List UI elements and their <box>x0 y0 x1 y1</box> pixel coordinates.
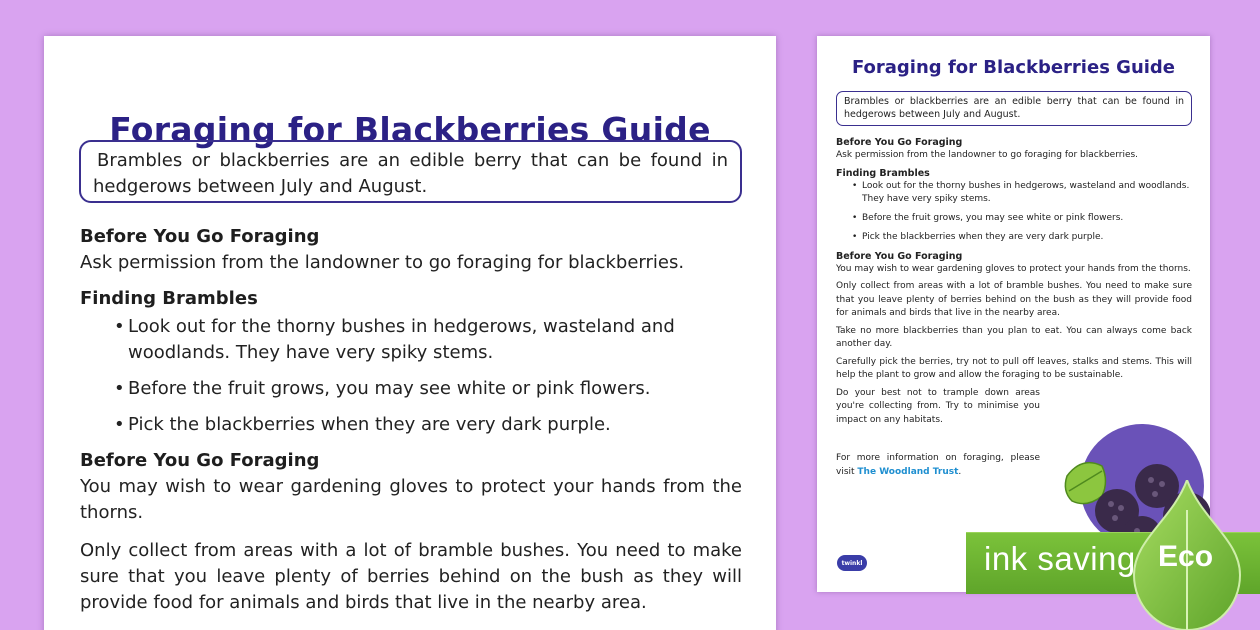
thumbnail-paragraph-collect: Only collect from areas with a lot of bramble bushes. You need to make sure that you leave plenty of berries behind on the bush as they will provide food for animals and birds that live in the nearby area. <box>836 281 1192 318</box>
bullet-icon: • <box>114 316 125 337</box>
list-item <box>836 212 1192 225</box>
thumbnail-bullet-list <box>836 180 1192 244</box>
thumbnail-heading-before-foraging-2: Before You Go Foraging <box>836 250 963 262</box>
list-item-text: Pick the blackberries when they are very dark purple. <box>128 414 611 435</box>
eco-label: Eco <box>1158 540 1214 573</box>
list-item-text: Look out for the thorny bushes in hedgerows, wasteland and woodlands. They have very spiky stems. <box>862 180 1190 204</box>
thumbnail-heading-before-foraging: Before You Go Foraging <box>836 137 963 148</box>
section-text-permission: Ask permission from the landowner to go foraging for blackberries. <box>80 252 685 273</box>
link-suffix: . <box>958 466 962 477</box>
bullet-icon: • <box>852 231 858 242</box>
list-item <box>80 314 742 366</box>
thumbnail-text-permission: Ask permission from the landowner to go foraging for blackberries. <box>836 150 1139 160</box>
twinkl-logo: twinkl <box>837 555 867 571</box>
thumbnail-body <box>836 136 1192 479</box>
section-heading-before-foraging: Before You Go Foraging <box>80 226 320 247</box>
intro-box: Brambles or blackberries are an edible berry that can be found in hedgerows between July and August. <box>79 140 742 203</box>
section-heading-before-foraging-2: Before You Go Foraging <box>80 450 320 471</box>
thumbnail-heading-finding-brambles: Finding Brambles <box>836 167 930 179</box>
ink-saving-label: ink saving <box>984 540 1136 577</box>
woodland-trust-link[interactable]: The Woodland Trust <box>857 466 959 477</box>
thumbnail-paragraph-take-no-more: Take no more blackberries than you plan to eat. You can always come back another day. <box>836 325 1192 349</box>
thumbnail-title: Foraging for Blackberries Guide <box>851 57 1176 78</box>
thumbnail-paragraph-gloves: You may wish to wear gardening gloves to protect your hands from the thorns. <box>836 263 1191 274</box>
more-info-text: For more information on foraging, please visit <box>836 453 1040 477</box>
page-title: Foraging for Blackberries Guide <box>109 110 711 149</box>
bullet-icon: • <box>852 212 858 223</box>
list-item-text: Before the fruit grows, you may see white or pink flowers. <box>128 378 651 399</box>
bullet-icon: • <box>114 378 125 399</box>
list-item-text: Pick the blackberries when they are very dark purple. <box>862 231 1104 242</box>
bullet-icon: • <box>114 414 125 435</box>
bullet-icon: • <box>852 180 858 191</box>
thumbnail-paragraph-carefully-pick: Carefully pick the berries, try not to pull off leaves, stalks and stems. This will help the plant to grow and allow the foraging to be sustainable. <box>836 356 1192 380</box>
paragraph-gloves: You may wish to wear gardening gloves to protect your hands from the thorns. <box>80 476 742 523</box>
thumbnail-more-info <box>836 452 1040 479</box>
section-heading-finding-brambles: Finding Brambles <box>80 288 258 309</box>
document-body <box>80 224 742 616</box>
bullet-list <box>80 314 742 438</box>
document-preview-large <box>44 36 776 630</box>
list-item <box>836 231 1192 244</box>
paragraph-collect: Only collect from areas with a lot of bramble bushes. You need to make sure that you leave plenty of berries behind on the bush as they will provide food for animals and birds that live in the nearby area. <box>80 540 742 613</box>
thumbnail-paragraph-trample: Do your best not to trample down areas you're collecting from. Try to minimise you impact on any habitats. <box>836 387 1040 425</box>
list-item-text: Look out for the thorny bushes in hedgerows, wasteland and woodlands. They have very spiky stems. <box>128 316 675 363</box>
thumbnail-intro-box: Brambles or blackberries are an edible berry that can be found in hedgerows between July and August. <box>836 91 1192 126</box>
list-item-text: Before the fruit grows, you may see white or pink flowers. <box>862 212 1124 223</box>
list-item <box>836 180 1192 206</box>
list-item <box>80 412 742 438</box>
list-item <box>80 376 742 402</box>
